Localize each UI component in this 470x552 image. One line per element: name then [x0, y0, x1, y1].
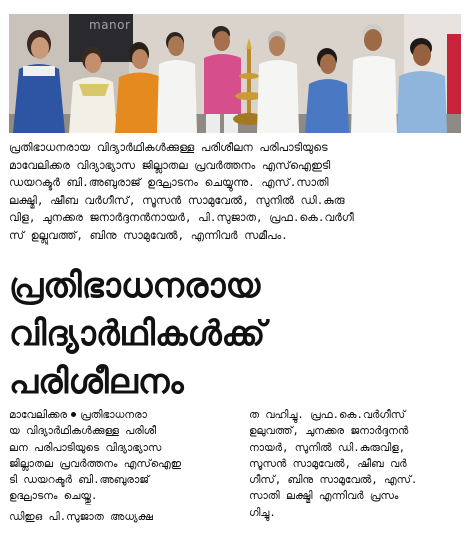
photo-caption [9, 139, 460, 245]
headline-line: പ്രതിഭാധനരായ [9, 266, 261, 306]
body-line-tail: പ്രതിഭാധനരാ [80, 409, 147, 421]
bullet-icon [71, 412, 76, 417]
body-line: ഗിച്ചു. [249, 506, 276, 519]
body-line: ഗീസ്, ബിനു സാമുവേൽ, എസ്. [249, 474, 418, 487]
body-line: ത വഹിച്ചു. പ്രഫ.കെ.വർഗീസ് [249, 409, 406, 421]
caption-line: ലക്ഷ്മി, ഷീബ വർഗീസ്, സൂസൻ സാമുവേൽ, സുനിൽ ഡി.കുരു [9, 193, 345, 207]
body-line: ഡിഇഒ പി.സുജാത അധ്യക്ഷ [9, 510, 153, 523]
body-line: ജില്ലാതല പ്രവർത്തനം എസ്ഐഇ [9, 457, 182, 470]
body-line: ടി ഡയറക്ടർ ബി.അബുരാജ് [9, 474, 150, 487]
article-body-left-column [9, 407, 221, 525]
body-line: സൂസൻ സാമുവേൽ, ഷീബ വർ [249, 457, 407, 470]
caption-line: സ് ഉല്ലുവത്ത്, ബിനു സാമുവേൽ, എന്നിവർ സമീപം. [9, 228, 288, 242]
headline-line: പരിശീലനം [9, 362, 184, 402]
caption-line: ഡയറക്ടർ ബി.അബുരാജ് ഉദ്ഘാടനം ചെയ്യുന്നു. എസ്.സാതി [9, 176, 329, 190]
body-line: യ വിദ്യാർഥികൾക്കുള്ള പരിശീ [9, 425, 157, 438]
headline-line: വിദ്യാർഥികൾക്ക് [9, 314, 266, 354]
body-line: ഉലുവത്ത്, ചുനക്കര ജനാർദ്ദനൻ [249, 425, 409, 438]
caption-line: വിള, ചുനക്കര ജനാർദ്ദനൻനായർ, പി.സുജാത, പ്രഫ.കെ.വർഗീ [9, 211, 354, 225]
body-line [9, 407, 221, 423]
headline [9, 262, 461, 406]
body-line: ലന പരിപാടിയുടെ വിദ്യാഭ്യാസ [9, 441, 162, 454]
caption-line: പ്രതിഭാധനരായ വിദ്യാർഥികൾക്കുള്ള പരിശീലന പരിപാടിയുടെ [9, 141, 328, 154]
body-line: നായർ, സുനിൽ ഡി.കുരുവിള, [249, 441, 406, 454]
article-body-right-column [249, 407, 461, 521]
body-line: ഉദ്ഘാടനം ചെയ്തു. [9, 490, 98, 503]
event-photo-illustration [9, 14, 461, 133]
event-photo [9, 14, 461, 133]
caption-line: മാവേലിക്കര വിദ്യാഭ്യാസ ജില്ലാതല പ്രവർത്തനം എസ്ഐഇടി [9, 158, 331, 172]
photo-watermark: manor [89, 18, 131, 32]
body-line: സാതി ലക്ഷ്മി എന്നിവർ പ്രസം [249, 490, 399, 503]
dateline: മാവേലിക്കര [9, 409, 68, 421]
